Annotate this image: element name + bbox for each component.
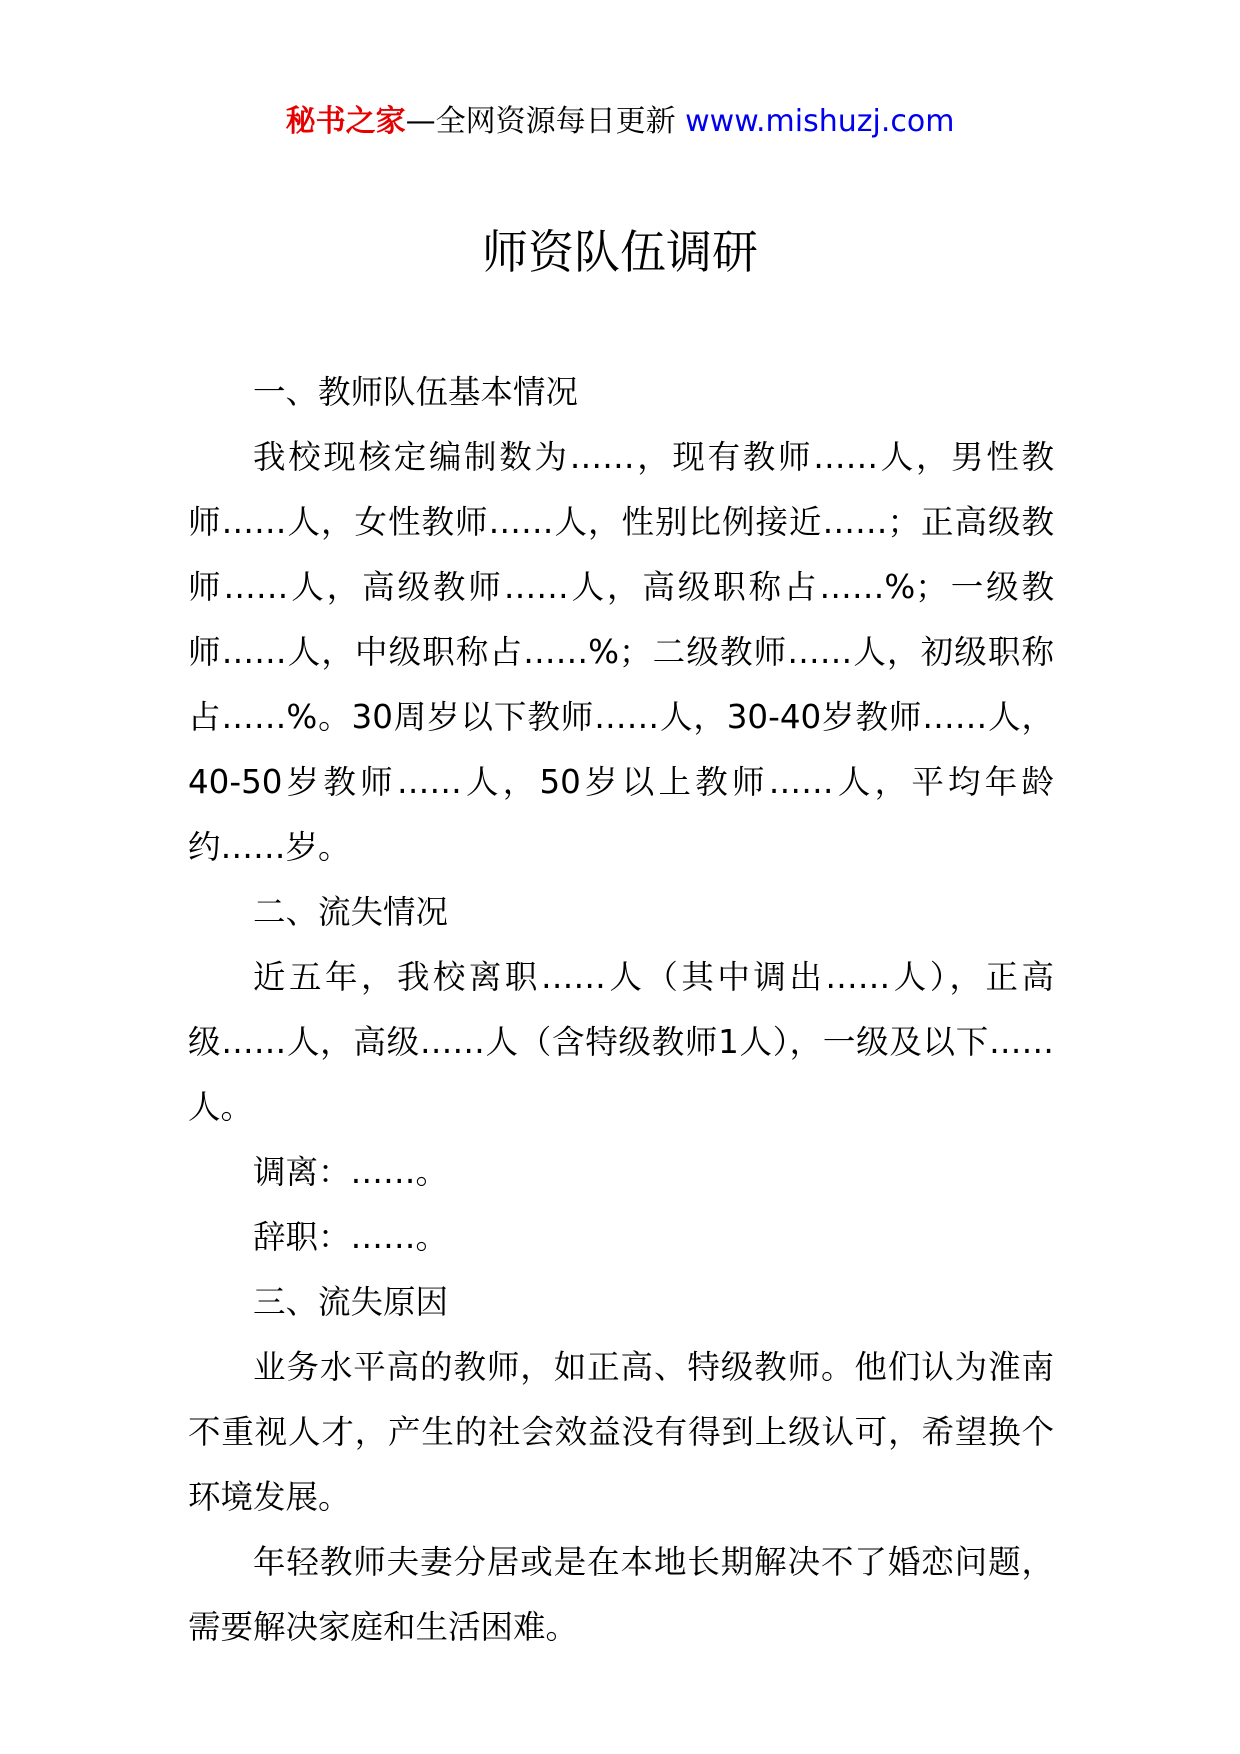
section-heading-basic-situation: 一、教师队伍基本情况 <box>253 373 579 411</box>
section-heading-turnover: 二、流失情况 <box>253 893 449 931</box>
paragraph-resignations: 辞职：……。 <box>253 1218 449 1256</box>
document-body <box>188 360 1054 1660</box>
paragraph-reason-senior-teachers: 业务水平高的教师，如正高、特级教师。他们认为淮南不重视人才，产生的社会效益没有得到上级认可，希望换个环境发展。 <box>188 1348 1054 1516</box>
paragraph-staff-statistics: 我校现核定编制数为……，现有教师……人，男性教师……人，女性教师……人，性别比例接近……；正高级教师……人，高级教师……人，高级职称占……%；一级教师……人，中级职称占……%；二级教师……人，初级职称占……%。30周岁以下教师……人，30-40岁教师……人，40-50岁教师……人，50岁以上教师……人，平均年龄约……岁。 <box>188 438 1054 866</box>
site-slogan: —全网资源每日更新 <box>405 104 686 139</box>
paragraph-reason-young-teachers: 年轻教师夫妻分居或是在本地长期解决不了婚恋问题，需要解决家庭和生活困难。 <box>188 1543 1054 1646</box>
document-title: 师资队伍调研 <box>482 225 758 279</box>
section-heading-turnover-reasons: 三、流失原因 <box>253 1283 449 1321</box>
paragraph-turnover-statistics: 近五年，我校离职……人（其中调出……人），正高级……人，高级……人（含特级教师1人），一级及以下……人。 <box>188 958 1054 1126</box>
paragraph-transfers: 调离：……。 <box>253 1153 449 1191</box>
site-url-link[interactable]: www.mishuzj.com <box>685 104 955 139</box>
site-header <box>0 102 1240 142</box>
site-brand: 秘书之家 <box>285 104 406 139</box>
